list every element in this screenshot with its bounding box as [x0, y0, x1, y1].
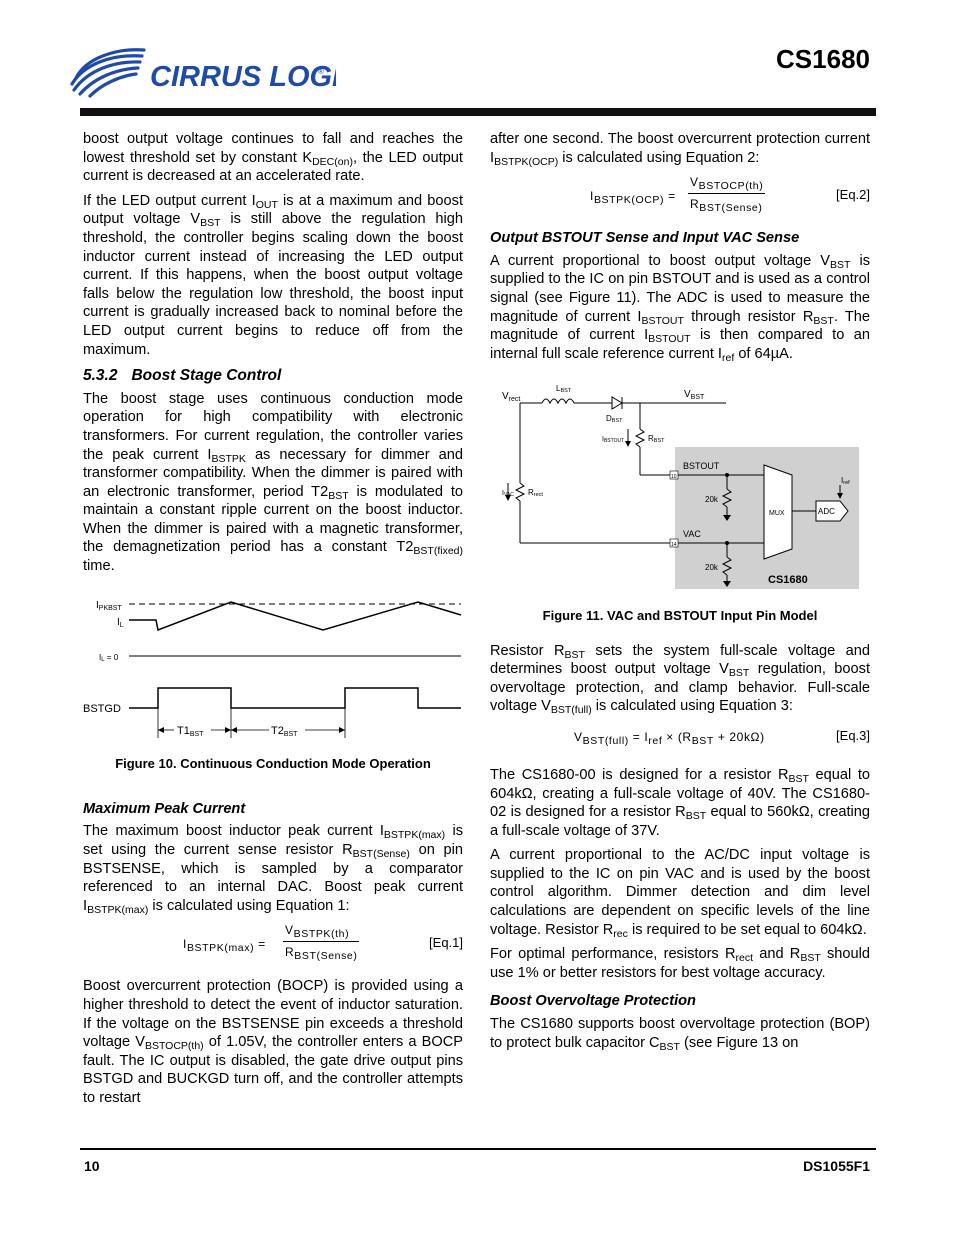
document-code: DS1055F1: [803, 1158, 870, 1174]
paragraph: The CS1680-00 is designed for a resistor $R_{BST}$ equal to 604kΩ, creating a full-scale voltage of 40V. The CS1680-02 is designed for a resistor $R_{BST}$ equal to 560kΩ, creating a full-scale voltage of 37V.: [490, 766, 870, 839]
subheading: Boost Overvoltage Protection: [490, 993, 696, 1010]
paragraph: If the LED output current $I_{OUT}$ is at a maximum and boost output voltage $V_{BST}$ is still above the regulation high threshold, the controller begins scaling down the boost inductor current instead of increasing the LED output current. If this happens, when the boost output voltage falls below the regulation low threshold, the boost input current is gradually increased back to nominal before the LED output current begins to reduce off from the maximum.: [83, 192, 464, 358]
label-t1: T1BST: [177, 724, 204, 738]
paragraph: A current proportional to the AC/DC input voltage is supplied to the IC on pin VAC and is used by the boost control algorithm. Dimmer detection and dim level calculations are dependent on specific levels of the line voltage. Resistor $R_{rec}$ is required to be set equal to 604kΩ.: [490, 847, 870, 940]
bstgd-waveform: [129, 688, 461, 708]
figure-11: [490, 375, 870, 625]
figure-11-caption: Figure 11. VAC and BSTOUT Input Pin Model: [542, 607, 818, 623]
label-bstgd: BSTGD: [83, 702, 121, 715]
svg-text:LBST: LBST: [556, 384, 572, 395]
equation-3: $V_{BST(full)} = I_{ref} \times (R_{BST} + 20k\Omega)$ [Eq.3]: [574, 727, 870, 747]
page-number: 10: [84, 1158, 100, 1174]
svg-text:10: 10: [671, 474, 677, 481]
paragraph: boost output voltage continues to fall and reaches the lowest threshold set by constant $K_{DEC(on)}$, the LED output current is decreased at an accelerated rate.: [83, 131, 463, 185]
label-t2: T2BST: [271, 724, 298, 738]
rrect-resistor: [516, 483, 524, 501]
svg-text:20k: 20k: [705, 495, 718, 505]
pin-bstout-label: BSTOUT: [683, 461, 720, 472]
paragraph: The boost stage uses continuous conduction mode operation for high compatibility with electronic transformers. For current regulation, the controller varies the peak current $I_{BSTPK}$ as necessary for dimmer and transformer compatibility. When the dimmer is paired with an electronic transformer, period $T2_{BST}$ is modulated to maintain a constant ripple current on the boost inductor. When the dimmer is paired with a magnetic transformer, the demagnetization period has a constant $T2_{BST(fixed)}$ time.: [83, 390, 463, 575]
inductor-symbol: [542, 399, 574, 403]
document-id: CS1680: [776, 44, 870, 74]
diode-symbol: [612, 397, 622, 409]
input-pin-model-diagram: [490, 375, 870, 597]
paragraph: Boost overcurrent protection (BOCP) is provided using a higher threshold to detect the event of inductor saturation. If the voltage on the BSTSENSE pin exceeds a threshold voltage $V_{BSTOCP(th)}$ of 1.05V, the controller enters a BOCP fault. The IC output is disabled, the gate drive output pins BSTGD and BUCKGD turn off, and the controller attempts to restart: [83, 978, 463, 1106]
left-column: [83, 130, 463, 1108]
company-logo: [66, 40, 336, 100]
footer-rule: [80, 1148, 876, 1150]
svg-text:IBSTOUT: IBSTOUT: [602, 436, 625, 445]
svg-text:IVAC: IVAC: [502, 490, 514, 499]
paragraph: The maximum boost inductor peak current $I_{BSTPK(max)}$ is set using the current sense resistor $R_{BST(Sense)}$ on pin BSTSENSE, which is sampled by a comparator referenced to an internal DAC. Boost peak current $I_{BSTPK(max)}$ is calculated using Equation 1:: [83, 823, 463, 916]
chip-label: CS1680: [768, 574, 808, 587]
paragraph: Resistor $R_{BST}$ sets the system full-scale voltage and determines boost output voltage $V_{BST}$ regulation, boost overvoltage protection, and clamp behavior. Full-scale voltage $V_{BST(full)}$ is calculated using Equation 3:: [490, 642, 870, 717]
rbst-resistor: [636, 429, 644, 447]
mux-label: MUX: [769, 510, 785, 518]
svg-text:Vrect: $V_{rect}$: [502, 391, 521, 404]
header-bar: [80, 108, 876, 116]
paragraph: A current proportional to boost output voltage $V_{BST}$ is supplied to the IC on pin BSTOUT and is used as a control signal (see Figure 11). The ADC is used to measure the magnitude of current $I_{BSTOUT}$ through resistor $R_{BST}$. The magnitude of current $I_{BSTOUT}$ is then compared to an internal full scale reference current $I_{ref}$ of 64µA.: [490, 252, 871, 364]
label-ipkbst: $I_{PKBST}$: [96, 599, 122, 612]
paragraph: For optimal performance, resistors $R_{rect}$ and $R_{BST}$ should use 1% or better resistors for best voltage accuracy.: [490, 946, 870, 981]
adc-label: ADC: [818, 507, 835, 517]
svg-text:Rrect: Rrect: [528, 488, 543, 499]
svg-text:RBST: RBST: [648, 434, 665, 445]
label-il-zero: IL = 0: [99, 652, 119, 663]
equation-2: $I_{BSTPK(OCP)}$ = $V_{BSTOCP(th)}$ $R_{BST(Sense)}$ [Eq.2]: [590, 175, 870, 214]
figure-10-caption: Figure 10. Continuous Conduction Mode Operation: [115, 756, 431, 772]
inductor-current-waveform: [129, 602, 461, 630]
svg-text:VBST: $V_{BST}$: [684, 389, 705, 402]
registered-mark: ®: [318, 67, 324, 76]
figure-10: [83, 590, 463, 774]
logo-swoosh-icon: [66, 40, 336, 100]
svg-text:Iref: Iref: [841, 476, 850, 487]
right-column: [490, 130, 870, 1052]
section-heading: 5.3.2 Boost Stage Control: [83, 367, 282, 385]
svg-text:20k: 20k: [705, 563, 718, 573]
svg-text:DBST: DBST: [606, 414, 623, 425]
paragraph: after one second. The boost overcurrent protection current $I_{BSTPK(OCP)}$ is calculated using Equation 2:: [490, 131, 870, 168]
label-il: $I_L$: [117, 616, 124, 629]
paragraph: The CS1680 supports boost overvoltage protection (BOP) to protect bulk capacitor $C_{BST}$ (see Figure 13 on: [490, 1016, 870, 1053]
subheading: Output BSTOUT Sense and Input VAC Sense: [490, 230, 800, 247]
ccm-waveform-diagram: [83, 590, 463, 740]
svg-text:14: 14: [671, 542, 677, 549]
pin-vac-label: VAC: [683, 529, 701, 540]
brand-name: CIRRUS LOG: [150, 61, 333, 93]
equation-1: $I_{BSTPK(max)}$ = $V_{BSTPK(th)}$ $R_{BST(Sense)}$ [Eq.1]: [183, 923, 463, 962]
subheading: Maximum Peak Current: [83, 800, 246, 817]
